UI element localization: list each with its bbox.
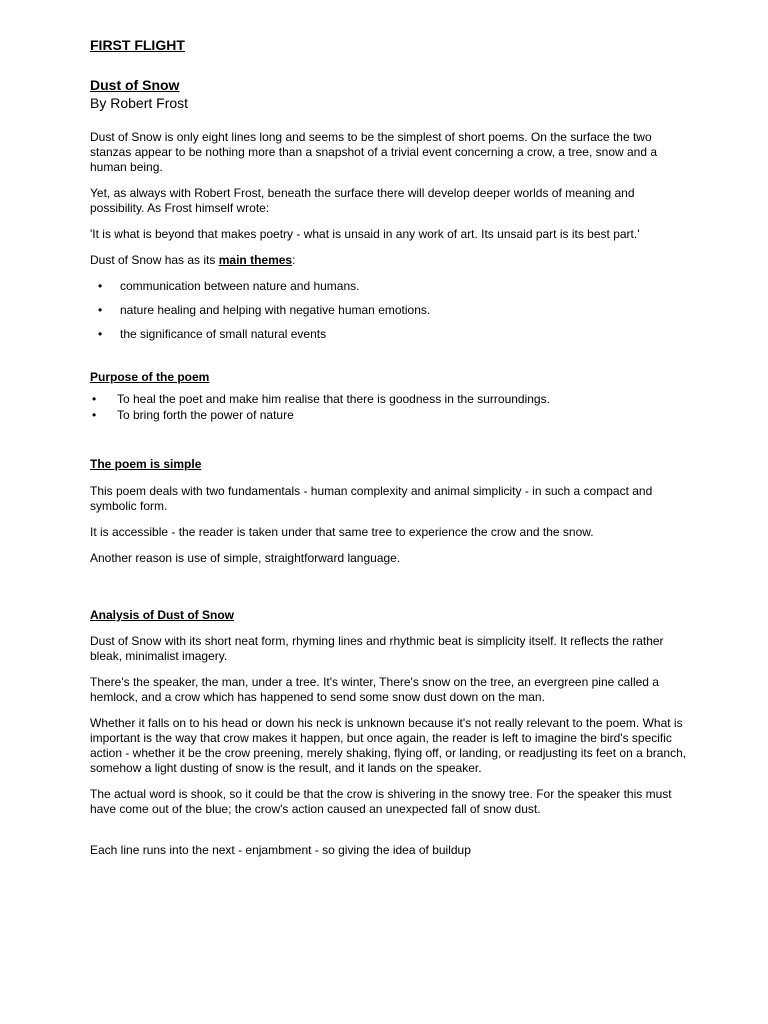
intro-paragraph-2: Yet, as always with Robert Frost, beneath the surface there will develop deeper worlds of meaning and possibility. As Frost himself wrote:	[90, 186, 635, 215]
bullet-icon: •	[92, 408, 97, 422]
analysis-paragraph-1: Dust of Snow with its short neat form, rhyming lines and rhythmic beat is simplicity itself. It reflects the rather bleak, minimalist imagery.	[90, 634, 664, 663]
bullet-icon: •	[92, 392, 97, 406]
simple-paragraph-3: Another reason is use of simple, straightforward language.	[90, 551, 401, 565]
themes-intro	[90, 253, 690, 268]
bullet-icon: •	[98, 327, 103, 341]
simple-heading: The poem is simple	[90, 457, 202, 471]
purpose-text: To heal the poet and make him realise that there is goodness in the surroundings.	[117, 392, 550, 406]
theme-text: communication between nature and humans.	[120, 279, 360, 293]
theme-text: nature healing and helping with negative human emotions.	[120, 303, 431, 317]
purpose-list	[90, 392, 690, 423]
theme-text: the significance of small natural events	[120, 327, 327, 341]
list-item	[90, 327, 690, 342]
poem-title: Dust of Snow	[90, 77, 180, 93]
analysis-heading: Analysis of Dust of Snow	[90, 608, 235, 622]
bullet-icon: •	[98, 303, 103, 317]
analysis-paragraph-5: Each line runs into the next - enjambment - so giving the idea of buildup	[90, 843, 471, 857]
themes-emphasis: main themes	[218, 253, 293, 267]
bullet-icon: •	[98, 279, 103, 293]
intro-paragraph-1: Dust of Snow is only eight lines long and seems to be the simplest of short poems. On the surface the two stanzas appear to be nothing more than a snapshot of a trivial event concerning a crow, a tree, snow and a human being.	[90, 130, 658, 174]
list-item	[90, 279, 690, 294]
list-item	[90, 303, 690, 318]
frost-quote: 'It is what is beyond that makes poetry - what is unsaid in any work of art. Its unsaid part is its best part.'	[90, 227, 640, 241]
analysis-paragraph-3: Whether it falls on to his head or down his neck is unknown because it's not really relevant to the poem. What is important is the way that crow makes it happen, but once again, the reader is left to imagine the bird's specific action - whether it be the crow preening, merely shaking, flying off, or landing, or readjusting its feet on a branch, somehow a light dusting of snow is the result, and it lands on the speaker.	[90, 716, 687, 775]
document-title: FIRST FLIGHT	[90, 37, 185, 53]
analysis-paragraph-2: There's the speaker, the man, under a tree. It's winter, There's snow on the tree, an evergreen pine called a hemlock, and a crow which has happened to send some snow dust down on the man.	[90, 675, 659, 704]
themes-intro-suffix: :	[292, 253, 296, 267]
themes-list	[90, 279, 690, 342]
purpose-text: To bring forth the power of nature	[117, 408, 294, 422]
list-item	[90, 408, 690, 423]
simple-paragraph-2: It is accessible - the reader is taken under that same tree to experience the crow and the snow.	[90, 525, 594, 539]
themes-intro-prefix: Dust of Snow has as its	[90, 253, 219, 267]
list-item	[90, 392, 690, 407]
simple-paragraph-1: This poem deals with two fundamentals - human complexity and animal simplicity - in such a compact and symbolic form.	[90, 484, 653, 513]
poem-author: By Robert Frost	[90, 95, 189, 111]
purpose-heading: Purpose of the poem	[90, 370, 210, 384]
document-page	[90, 36, 690, 858]
analysis-paragraph-4: The actual word is shook, so it could be that the crow is shivering in the snowy tree. For the speaker this must have come out of the blue; the crow's action caused an unexpected fall of snow dust.	[90, 787, 672, 816]
